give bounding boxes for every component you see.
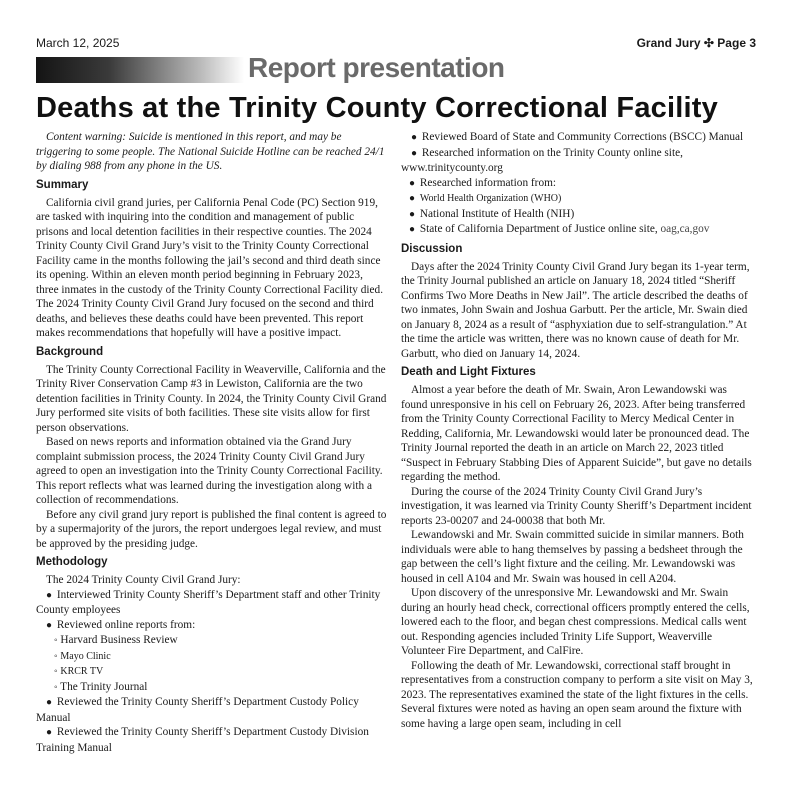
list-item: ● Reviewed online reports from: [46, 618, 196, 631]
summary-paragraph: California civil grand juries, per California Penal Code (PC) Section 919, are tasked with inquiring into the condition and management of public prisons and local detention facilities in their respective counties. The 2024 Trinity County Civil Grand Jury’s visit to the Trinity County Correctional Facility came in the months following the jail’s second and third death since its opening. Within an eleven month period beginning in February 2023, three inmates in the custody of the Trinity County Correctional Facility died. The 2024 Trinity County Civil Grand Jury focused on the second and third deaths, and believes these deaths could have been prevented. This report makes recommendations that hopefully will have a positive impact. [36, 196, 384, 339]
methodology-intro: The 2024 Trinity County Civil Grand Jury: [46, 574, 241, 586]
sub-list-item: ◦ Mayo Clinic [54, 650, 111, 662]
bullet-icon: ● [46, 697, 53, 708]
sub-list-item: ● World Health Organization (WHO) [409, 193, 562, 204]
list-item: ● Reviewed Board of State and Community Corrections (BSCC) Manual [411, 131, 744, 143]
sub-list-item: ● State of California Department of Justice online site, oag,ca,gov [409, 223, 710, 235]
bullet-icon: ● [46, 727, 53, 738]
article-title: Deaths at the Trinity County Correctional Facility [36, 92, 718, 124]
bullet-icon: ● [409, 193, 416, 204]
content-warning: Content warning: Suicide is mentioned in this report, and may be triggering to some people. The National Suicide Hotline can be reached 24/1 by dialing 988 from any phone in the US. [36, 131, 385, 172]
section-gradient-bar [36, 57, 244, 83]
bullet-icon: ● [46, 619, 53, 631]
bullet-icon: ● [409, 208, 416, 220]
right-column [401, 130, 756, 731]
header-page-label: Grand Jury ✣ Page 3 [636, 36, 756, 50]
list-item: ● Reviewed the Trinity County Sheriff’s Department Custody Policy Manual [36, 696, 359, 724]
death-paragraph-2: During the course of the 2024 Trinity County Civil Grand Jury’s investigation, it was learned via Trinity County Sheriff’s Department incident reports 23-00207 and 24-00038 that both Mr. [401, 485, 752, 527]
list-item: ● Researched information from: [409, 176, 557, 189]
list-item: ● Researched information on the Trinity County online site, www.trinitycounty.org [401, 146, 683, 174]
bullet-icon: ● [411, 147, 418, 159]
background-paragraph-2: Based on news reports and information obtained via the Grand Jury complaint submission process, the 2024 Trinity County Civil Grand Jury agreed to open an investigation into the Trinity County Correctional Facility. This report reflects what was learned during the investigation along with a collection of recommendations. [36, 436, 383, 506]
discussion-heading: Discussion [401, 242, 463, 255]
death-light-fixtures-heading: Death and Light Fixtures [401, 366, 536, 378]
background-paragraph-3: Before any civil grand jury report is published the final content is agreed to by a supermajority of the jurors, the report undergoes legal review, and must be approved by the presiding judge. [36, 508, 387, 550]
background-heading: Background [36, 345, 104, 358]
sub-list-item: ◦ Harvard Business Review [54, 634, 178, 646]
death-paragraph-3: Lewandowski and Mr. Swain committed suicide in similar manners. Both individuals were able to hang themselves by passing a bedsheet through the gap between the cell’s light fixture and the ceiling. Mr. Lewandowski was housed in cell A104 and Mr. Swain was housed in cell A204. [401, 529, 744, 585]
bullet-icon: ● [411, 132, 418, 143]
doj-site-link[interactable]: oag,ca,gov [660, 223, 710, 235]
circle-bullet-icon: ◦ [54, 635, 58, 646]
circle-bullet-icon: ◦ [54, 681, 58, 693]
bullet-icon: ● [409, 177, 416, 189]
death-paragraph-4: Upon discovery of the unresponsive Mr. Lewandowski and Mr. Swain during an hourly head check, correctional officers promptly entered the cells, lowered each to the floor, and began chest compressions. Medical calls went out. Responding agencies included Trinity Life Support, Weaverville Volunteer Fire Department, and CalFire. [401, 587, 750, 657]
sub-list-item: ◦ KRCR TV [54, 666, 104, 677]
list-item: ● Reviewed the Trinity County Sheriff’s Department Custody Division Training Manual [36, 726, 369, 754]
section-title: Report presentation [248, 52, 505, 83]
sub-list-item: ◦ The Trinity Journal [54, 680, 148, 693]
left-column [36, 130, 388, 755]
circle-bullet-icon: ◦ [54, 666, 58, 677]
circle-bullet-icon: ◦ [54, 650, 58, 662]
sub-list-item: ● National Institute of Health (NIH) [409, 207, 575, 220]
background-paragraph-1: The Trinity County Correctional Facility in Weaverville, California and the Trinity River Conservation Camp #3 in Lewiston, California are the two detention facilities in Trinity County. In 2024, the Trinity County Civil Grand Jury performed site visits of both facilities. These site visits allow for first person observations. [36, 363, 387, 434]
header-date: March 12, 2025 [36, 36, 120, 50]
summary-heading: Summary [36, 178, 89, 191]
list-item: ● Interviewed Trinity County Sheriff’s Department staff and other Trinity County employees [36, 588, 381, 616]
death-paragraph-5: Following the death of Mr. Lewandowski, correctional staff brought in representatives from a construction company to perform a site visit on May 3, 2023. The representatives examined the state of the light fixtures in the cells. Several fixtures were noted as having an open seam around the fixture with some having a large open seam, including in cell [401, 659, 753, 730]
bullet-icon: ● [409, 224, 416, 235]
death-paragraph-1: Almost a year before the death of Mr. Swain, Aron Lewandowski was found unresponsive in his cell on February 26, 2023. After being transferred from the Trinity County Correctional Facility to Mercy Medical Center in Redding, California, Mr. Lewandowski would later be pronounced dead. The Trinity Journal reported the death in an article on March 22, 2023 titled “Suspect in February Stabbing Dies of Apparent Suicide”, but gave no details regarding the method. [401, 384, 752, 483]
bullet-icon: ● [46, 589, 53, 601]
discussion-paragraph: Days after the 2024 Trinity County Civil Grand Jury began its 1-year term, the Trinity Journal published an article on January 18, 2024 titled “Sheriff Confirms Two More Deaths in New Jail”. The article described the deaths of two inmates, John Swain and Joshua Garbutt. Per the article, Mr. Swain died on January 8, 2024 as a result of “asphyxiation due to self-strangulation.” At the time the article was written, there was no known cause of death for Mr. Garbutt, who died on January 14, 2024. [401, 260, 750, 360]
methodology-heading: Methodology [36, 556, 108, 568]
